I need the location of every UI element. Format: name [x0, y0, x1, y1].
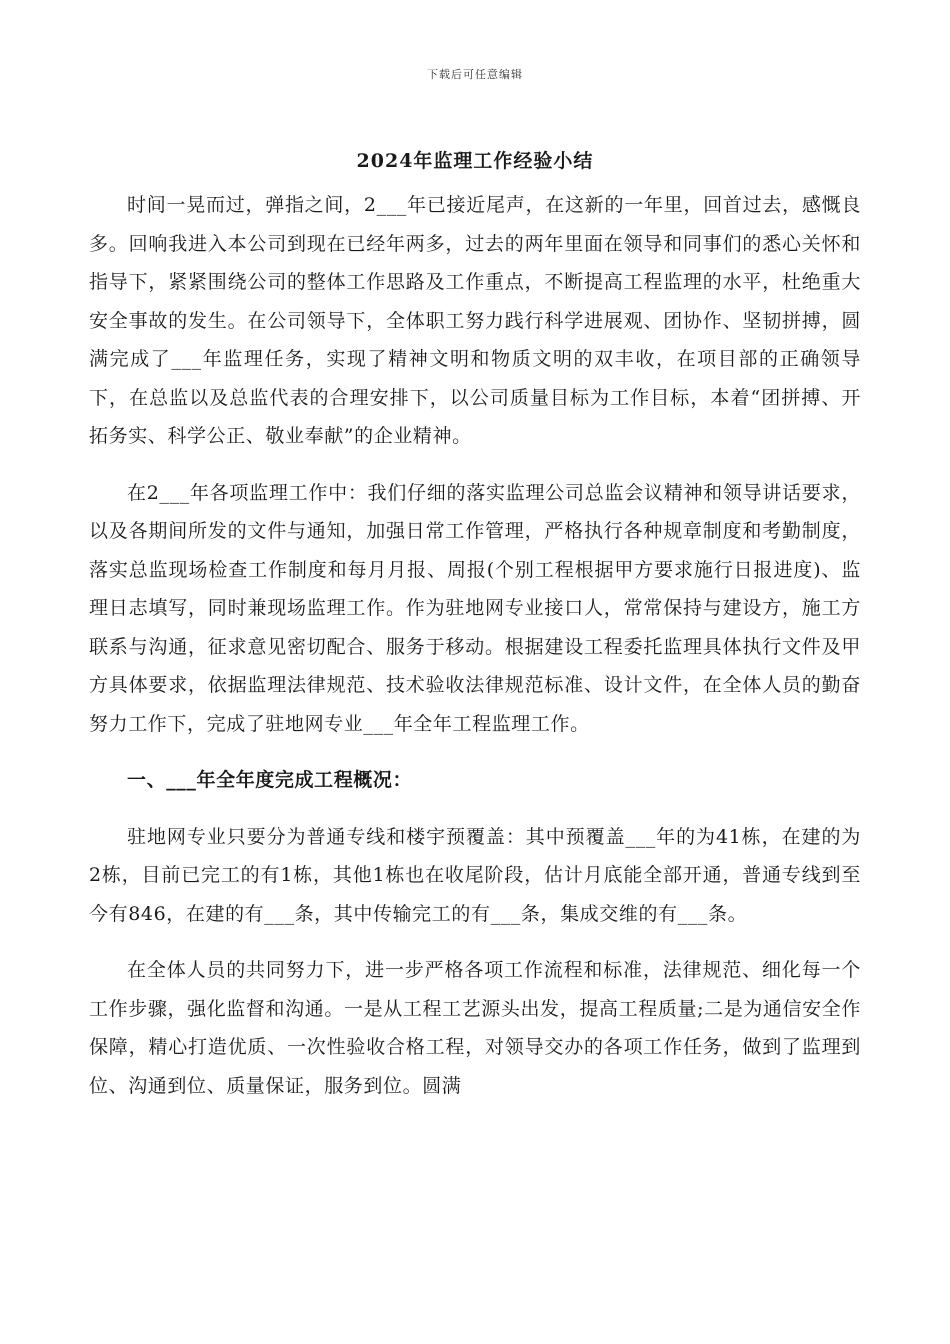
document-title: 2024年监理工作经验小结	[356, 150, 594, 172]
paragraph-gap	[89, 800, 861, 818]
paragraph-overview: 驻地网专业只要分为普通专线和楼宇预覆盖：其中预覆盖___年的为41栋，在建的为2栋，目前已完工的有1栋，其他1栋也在收尾阶段，估计月底能全部开通，普通专线到至今有846，在建的有___条，其中传输完工的有___条，集成交维的有___条。	[89, 825, 861, 925]
document-body	[89, 186, 861, 1105]
paragraph-gap	[89, 933, 861, 951]
paragraph-intro: 时间一晃而过，弹指之间，2___年已接近尾声，在这新的一年里，回首过去，感慨良多。回响我进入本公司到现在已经年两多，过去的两年里面在领导和同事们的悉心关怀和指导下，紧紧围绕公司的整体工作思路及工作重点，不断提高工程监理的水平，杜绝重大安全事故的发生。在公司领导下，全体职工努力践行科学进展观、团协作、坚韧拼搏，圆满完成了___年监理任务，实现了精神文明和物质文明的双丰收，在项目部的正确领导下，在总监以及总监代表的合理安排下，以公司质量目标为工作目标，本着“团拼搏、开拓务实、科学公正、敬业奉献”的企业精神。	[89, 194, 861, 447]
header-note: 下载后可任意编辑	[427, 68, 523, 81]
section-heading-1: 一、___年全年度完成工程概况：	[127, 769, 413, 791]
paragraph-work: 在2___年各项监理工作中：我们仔细的落实监理公司总监会议精神和领导讲话要求，以及各期间所发的文件与通知，加强日常工作管理，严格执行各种规章制度和考勤制度，落实总监现场检查工作制度和每月月报、周报(个别工程根据甲方要求施行日报进度)、监理日志填写，同时兼现场监理工作。作为驻地网专业接口人，常常保持与建设方，施工方联系与沟通，征求意见密切配合、服务于移动。根据建设工程委托监理具体执行文件及甲方具体要求，依据监理法律规范、技术验收法律规范标准、设计文件，在全体人员的勤奋努力工作下，完成了驻地网专业___年全年工程监理工作。	[89, 481, 861, 735]
paragraph-gap	[89, 456, 861, 474]
paragraph-gap	[89, 743, 861, 761]
paragraph-effort: 在全体人员的共同努力下，进一步严格各项工作流程和标准，法律规范、细化每一个工作步骤，强化监督和沟通。一是从工程工艺源头出发，提高工程质量;二是为通信安全作保障，精心打造优质、一次性验收合格工程，对领导交办的各项工作任务，做到了监理到位、沟通到位、质量保证，服务到位。圆满	[89, 959, 861, 1097]
